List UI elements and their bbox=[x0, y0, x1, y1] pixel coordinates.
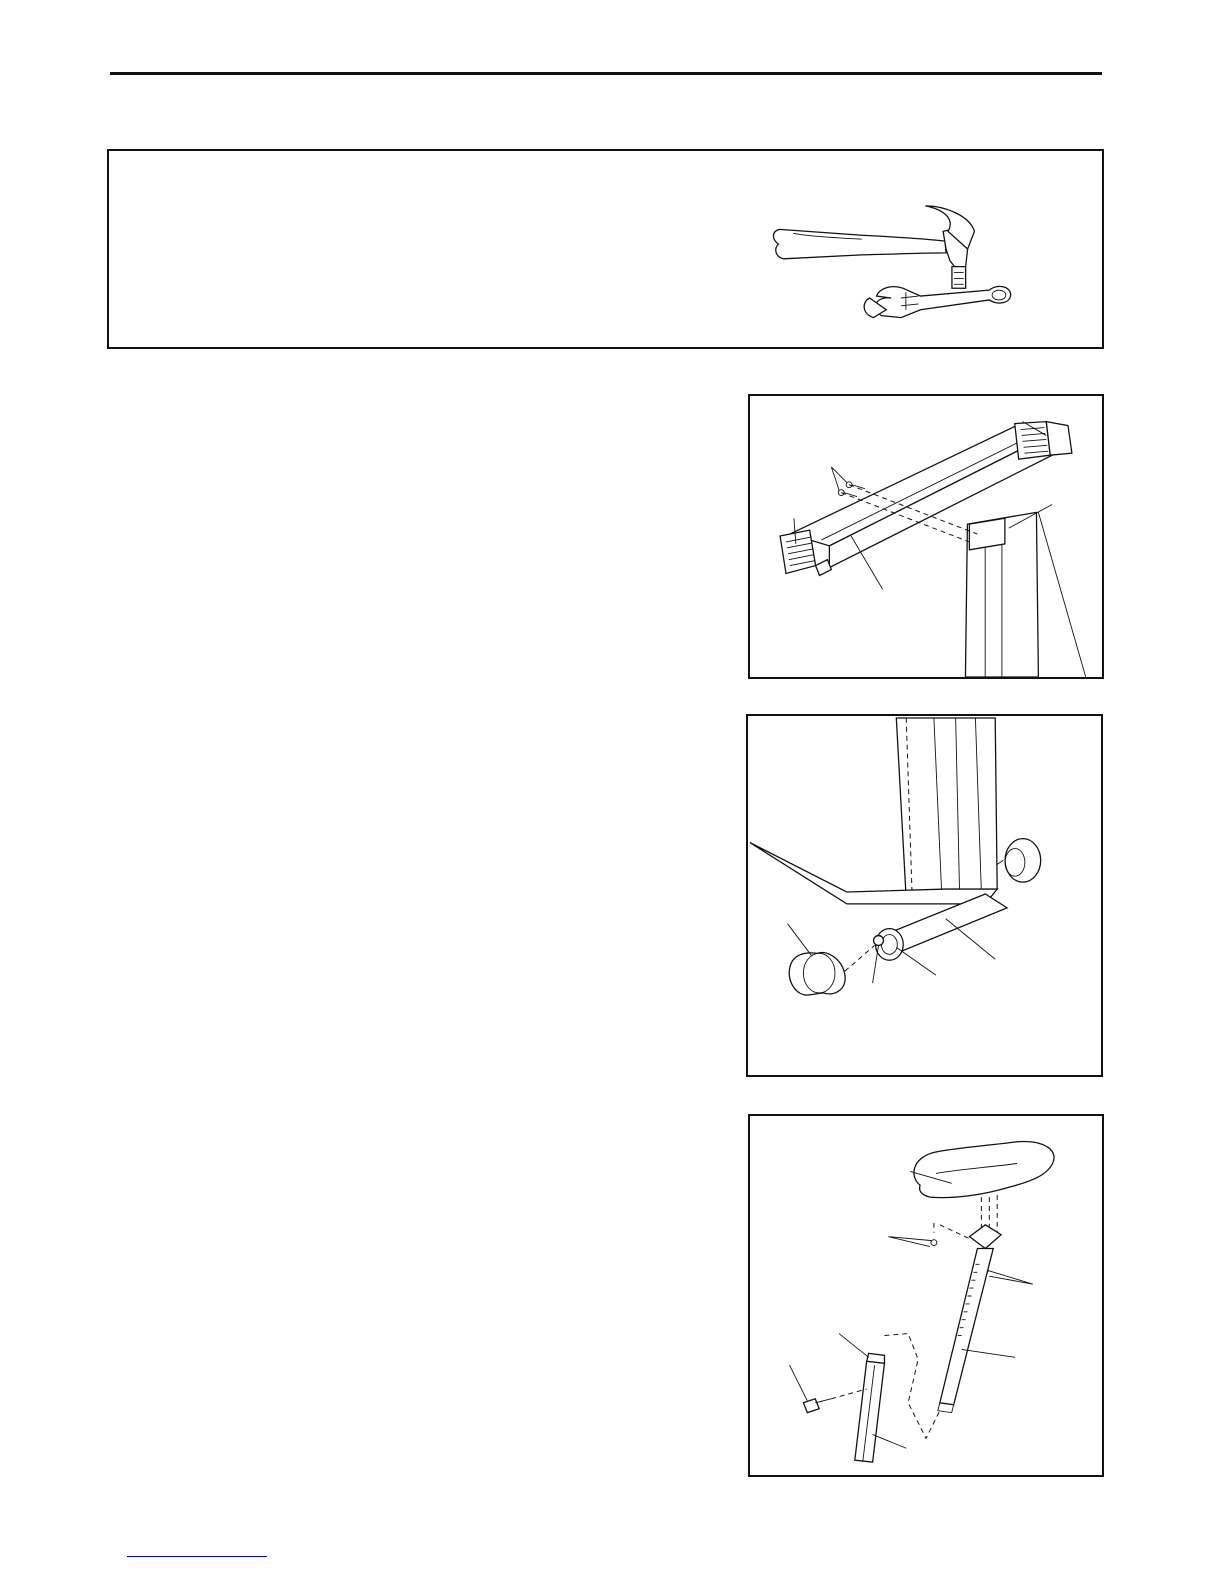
figure-3 bbox=[748, 1114, 1104, 1477]
adjustable-wrench-icon bbox=[864, 286, 1011, 317]
crossbar-illustration bbox=[750, 396, 1102, 677]
seat-post-illustration bbox=[750, 1116, 1102, 1475]
figure-1 bbox=[748, 394, 1104, 679]
wheel-illustration bbox=[748, 716, 1101, 1075]
tools-illustration bbox=[109, 151, 1102, 347]
bolt-1 bbox=[846, 482, 865, 489]
tools-box bbox=[107, 149, 1104, 349]
frame-tube bbox=[855, 1353, 885, 1462]
seat-post bbox=[938, 1249, 993, 1413]
figure-2 bbox=[746, 714, 1103, 1077]
adjustment-knob bbox=[803, 1399, 831, 1413]
header-rule bbox=[110, 72, 1102, 75]
hammer-icon bbox=[773, 206, 974, 288]
end-cap-right bbox=[1015, 422, 1072, 459]
bolt-2 bbox=[838, 490, 857, 497]
seat bbox=[914, 1142, 1054, 1198]
wheel-right bbox=[997, 839, 1041, 883]
footer-link-underline bbox=[127, 1556, 267, 1557]
wheel-left bbox=[789, 953, 845, 995]
